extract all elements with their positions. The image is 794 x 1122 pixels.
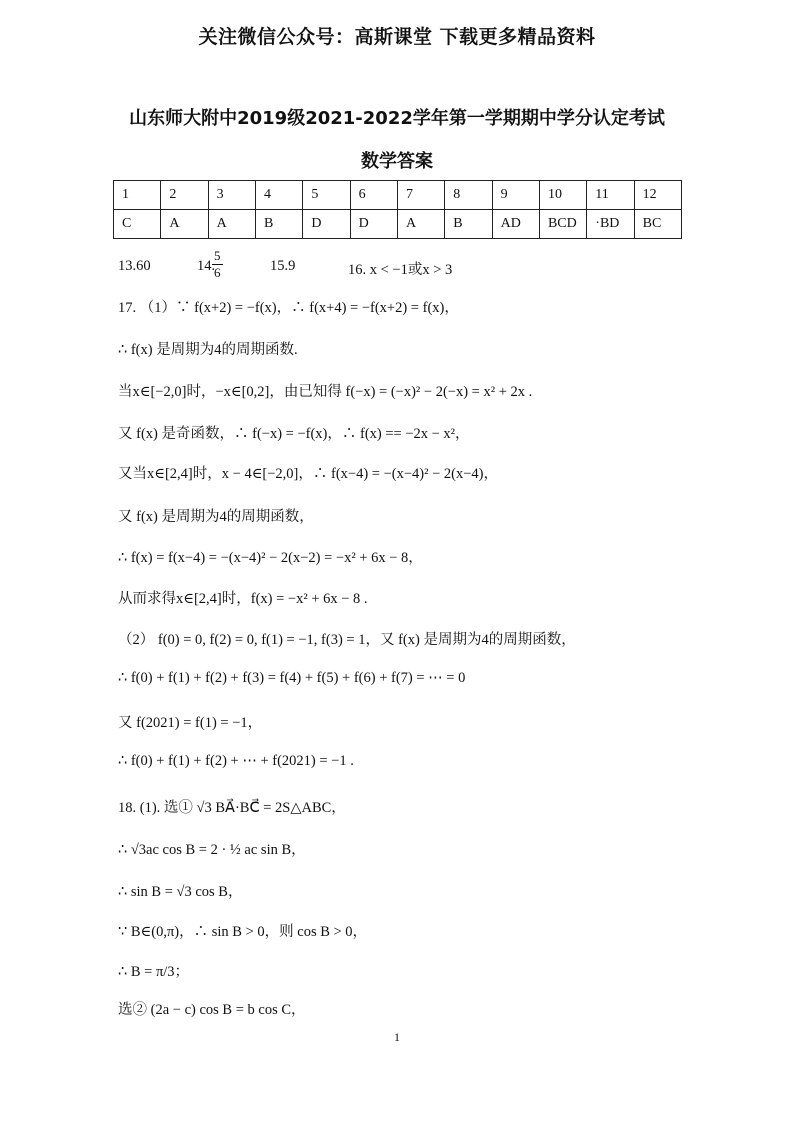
answer-cell: D: [350, 210, 397, 239]
question-number: 5: [303, 181, 350, 210]
solution-line: 又当x∈[2,4]时，x − 4∈[−2,0]，∴ f(x−4) = −(x−4)² − 2(x−4)，: [118, 466, 498, 482]
solution-line: 18. (1). 选① √3 BA⃗·BC⃗ = 2S△ABC，: [118, 800, 346, 816]
fraction-numerator: 5: [214, 248, 221, 263]
solution-line: 又 f(x) 是周期为4的周期函数，: [118, 509, 314, 525]
answer-cell: BC: [634, 210, 681, 239]
solution-line: （2） f(0) = 0, f(2) = 0, f(1) = −1, f(3) = 1，又 f(x) 是周期为4的周期函数，: [118, 632, 576, 648]
question-number: 7: [397, 181, 444, 210]
exam-title: 山东师大附中2019级2021-2022学年第一学期期中学分认定考试: [129, 108, 665, 129]
question-number: 11: [587, 181, 634, 210]
solution-line: ∴ f(x) = f(x−4) = −(x−4)² − 2(x−2) = −x² + 6x − 8，: [118, 550, 423, 566]
solution-line: 又 f(x) 是奇函数，∴ f(−x) = −f(x)，∴ f(x) == −2x − x²，: [118, 426, 470, 442]
question-number: 10: [539, 181, 586, 210]
answer-number-row: [114, 181, 682, 210]
answer-cell: ·BD: [587, 210, 634, 239]
answer-cell: A: [397, 210, 444, 239]
answer-cell: B: [445, 210, 492, 239]
answer-cell: A: [161, 210, 208, 239]
question-number: 6: [350, 181, 397, 210]
solution-line: ∴ B = π/3；: [118, 964, 190, 980]
solution-line: ∴ √3ac cos B = 2 · ½ ac sin B，: [118, 842, 306, 858]
solution-line: 当x∈[−2,0]时，−x∈[0,2]，由已知得 f(−x) = (−x)² − 2(−x) = x² + 2x .: [118, 384, 533, 400]
question-number: 4: [255, 181, 302, 210]
answer-cell: A: [208, 210, 255, 239]
fraction-denominator: 6: [214, 265, 221, 280]
question-number: 1: [114, 181, 161, 210]
solution-line: ∴ sin B = √3 cos B，: [118, 884, 243, 900]
answer-q13: 13.60: [118, 258, 151, 274]
question-number: 8: [445, 181, 492, 210]
answer-q14-fraction: [212, 248, 223, 281]
answer-cell: D: [303, 210, 350, 239]
answer-table: [113, 180, 682, 239]
question-number: 9: [492, 181, 539, 210]
solution-line: 又 f(2021) = f(1) = −1，: [118, 715, 263, 731]
fill-in-answers: [0, 248, 794, 286]
answer-cell: C: [114, 210, 161, 239]
answer-q15: 15.9: [270, 258, 296, 274]
solution-line: ∴ f(x) 是周期为4的周期函数.: [118, 342, 298, 358]
answer-subtitle: 数学答案: [361, 151, 433, 172]
question-number: 12: [634, 181, 681, 210]
question-number: 3: [208, 181, 255, 210]
solution-line: 选② (2a − c) cos B = b cos C，: [118, 1002, 306, 1018]
question-number: 2: [161, 181, 208, 210]
answer-cell: BCD: [539, 210, 586, 239]
solution-line: ∴ f(0) + f(1) + f(2) + f(3) = f(4) + f(5) + f(6) + f(7) = ⋯ = 0: [118, 670, 466, 686]
header-banner: 关注微信公众号：高斯课堂 下载更多精品资料: [198, 26, 596, 48]
answer-cell: AD: [492, 210, 539, 239]
solution-line: 17. （1）∵ f(x+2) = −f(x)，∴ f(x+4) = −f(x+2) = f(x)，: [118, 300, 459, 316]
answer-cell: B: [255, 210, 302, 239]
answer-q14-label: 14.: [197, 258, 216, 274]
solution-line: 从而求得x∈[2,4]时，f(x) = −x² + 6x − 8 .: [118, 591, 368, 607]
answer-key-row: [114, 210, 682, 239]
page-number: 1: [394, 1030, 400, 1044]
solution-line: ∵ B∈(0,π)，∴ sin B > 0，则 cos B > 0，: [118, 924, 368, 940]
answer-q16: 16. x < −1或x > 3: [348, 262, 453, 278]
solution-line: ∴ f(0) + f(1) + f(2) + ⋯ + f(2021) = −1 .: [118, 753, 354, 769]
